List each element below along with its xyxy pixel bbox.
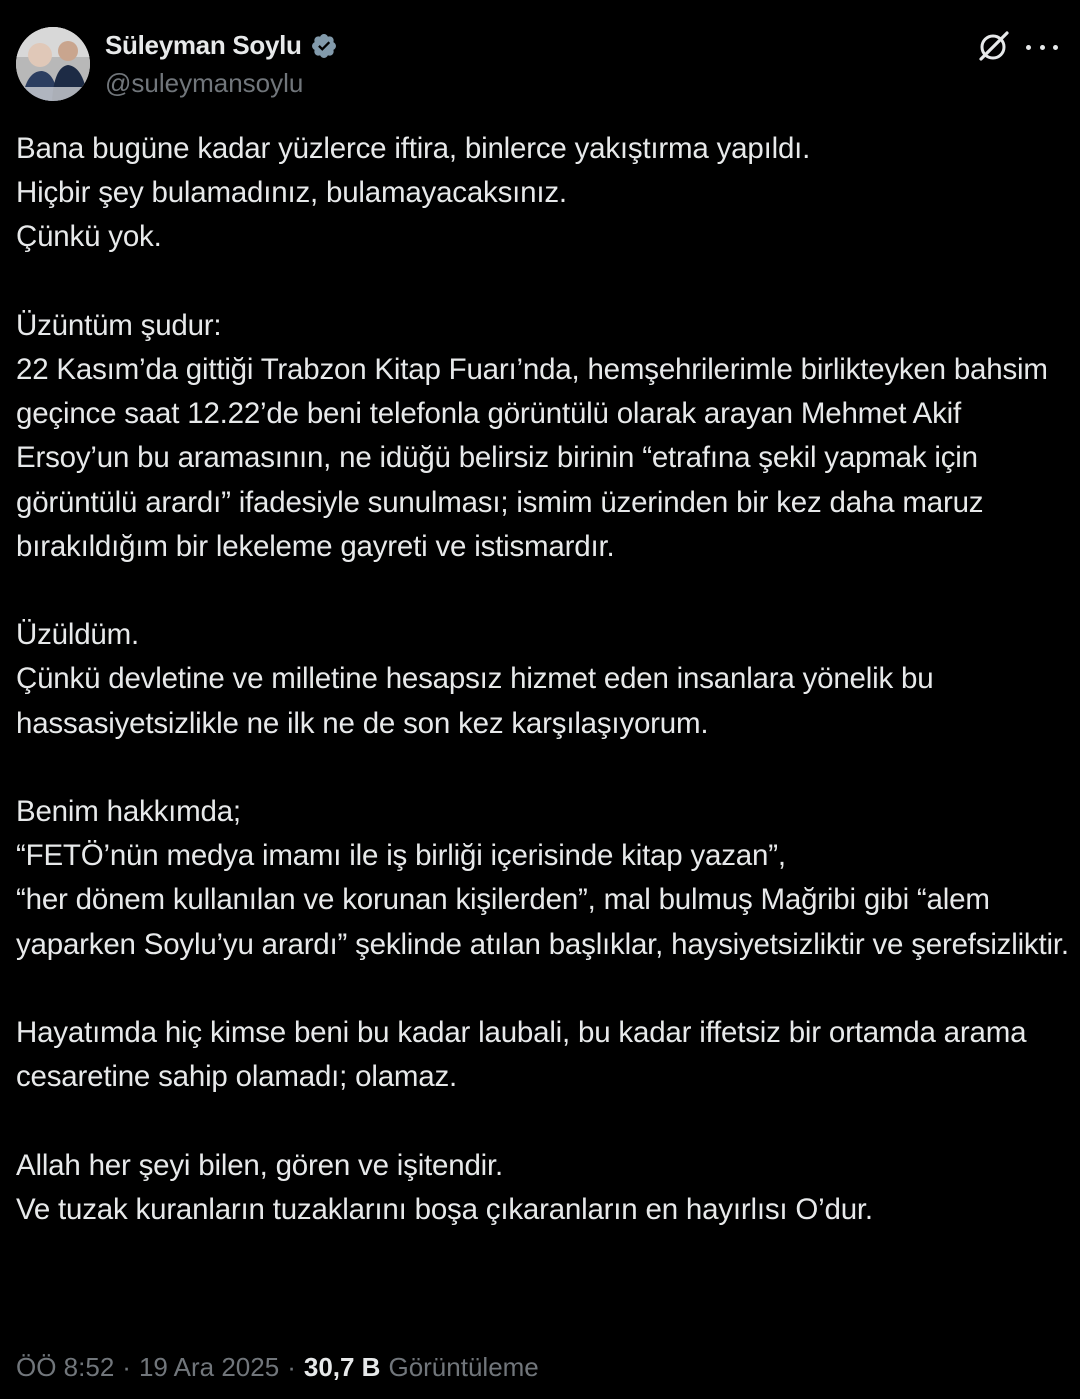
verified-badge-icon [310, 32, 338, 60]
post-header [0, 0, 1080, 120]
views-count: 30,7 B [303, 1352, 381, 1382]
post-time[interactable]: ÖÖ 8:52 [16, 1352, 115, 1382]
views-label: Görüntüleme [388, 1352, 539, 1382]
more-options-icon[interactable] [1026, 32, 1058, 62]
avatar-photo [16, 27, 90, 101]
post-text: Bana bugüne kadar yüzlerce iftira, binlerce yakıştırma yapıldı. Hiçbir şey bulamadınız, bulamayacaksınız. Çünkü yok. Üzüntüm şudur: 22 Kasım’da gittiği Trabzon Kitap Fuarı’nda, hemşehrilerimle birlikteyken bahsim geçince saat 12.22’de beni telefonla görüntülü olarak arayan Mehmet Akif Ersoy’un bu aramasının, ne idüğü belirsiz birinin “etrafına şekil yapmak için görüntülü arardı” ifadesiyle sunulması; ismim üzerinden bir kez daha maruz bırakıldığım bir lekeleme gayreti ve istismardır. Üzüldüm. Çünkü devletine ve milletine hesapsız hizmet eden insanlara yönelik bu hassasiyetsizlikle ne ilk ne de son kez karşılaşıyorum. Benim hakkımda; “FETÖ’nün medya imamı ile iş birliği içerisinde kitap yazan”, “her dönem kullanılan ve korunan kişilerden”, mal bulmuş Mağribi gibi “alem yaparken Soylu’yu arardı” şeklinde atılan başlıklar, haysiyetsizliktir ve şerefsizliktir. Hayatımda hiç kimse beni bu kadar laubali, bu kadar iffetsiz bir ortamda arama cesaretine sahip olamadı; olamaz. Allah her şeyi bilen, gören ve işitendir. Ve tuzak kuranların tuzaklarını boşa çıkaranların en hayırlısı O’dur. [16, 132, 1069, 1226]
avatar[interactable] [16, 27, 90, 101]
meta-separator: · [122, 1352, 131, 1382]
post-meta [16, 1352, 539, 1383]
post-date[interactable]: 19 Ara 2025 [138, 1352, 280, 1382]
author-name-row [105, 30, 338, 61]
author-name[interactable]: Süleyman Soylu [105, 30, 302, 60]
grok-icon[interactable] [976, 30, 1010, 64]
meta-separator: · [287, 1352, 296, 1382]
author-handle[interactable]: @suleymansoylu [105, 68, 304, 98]
